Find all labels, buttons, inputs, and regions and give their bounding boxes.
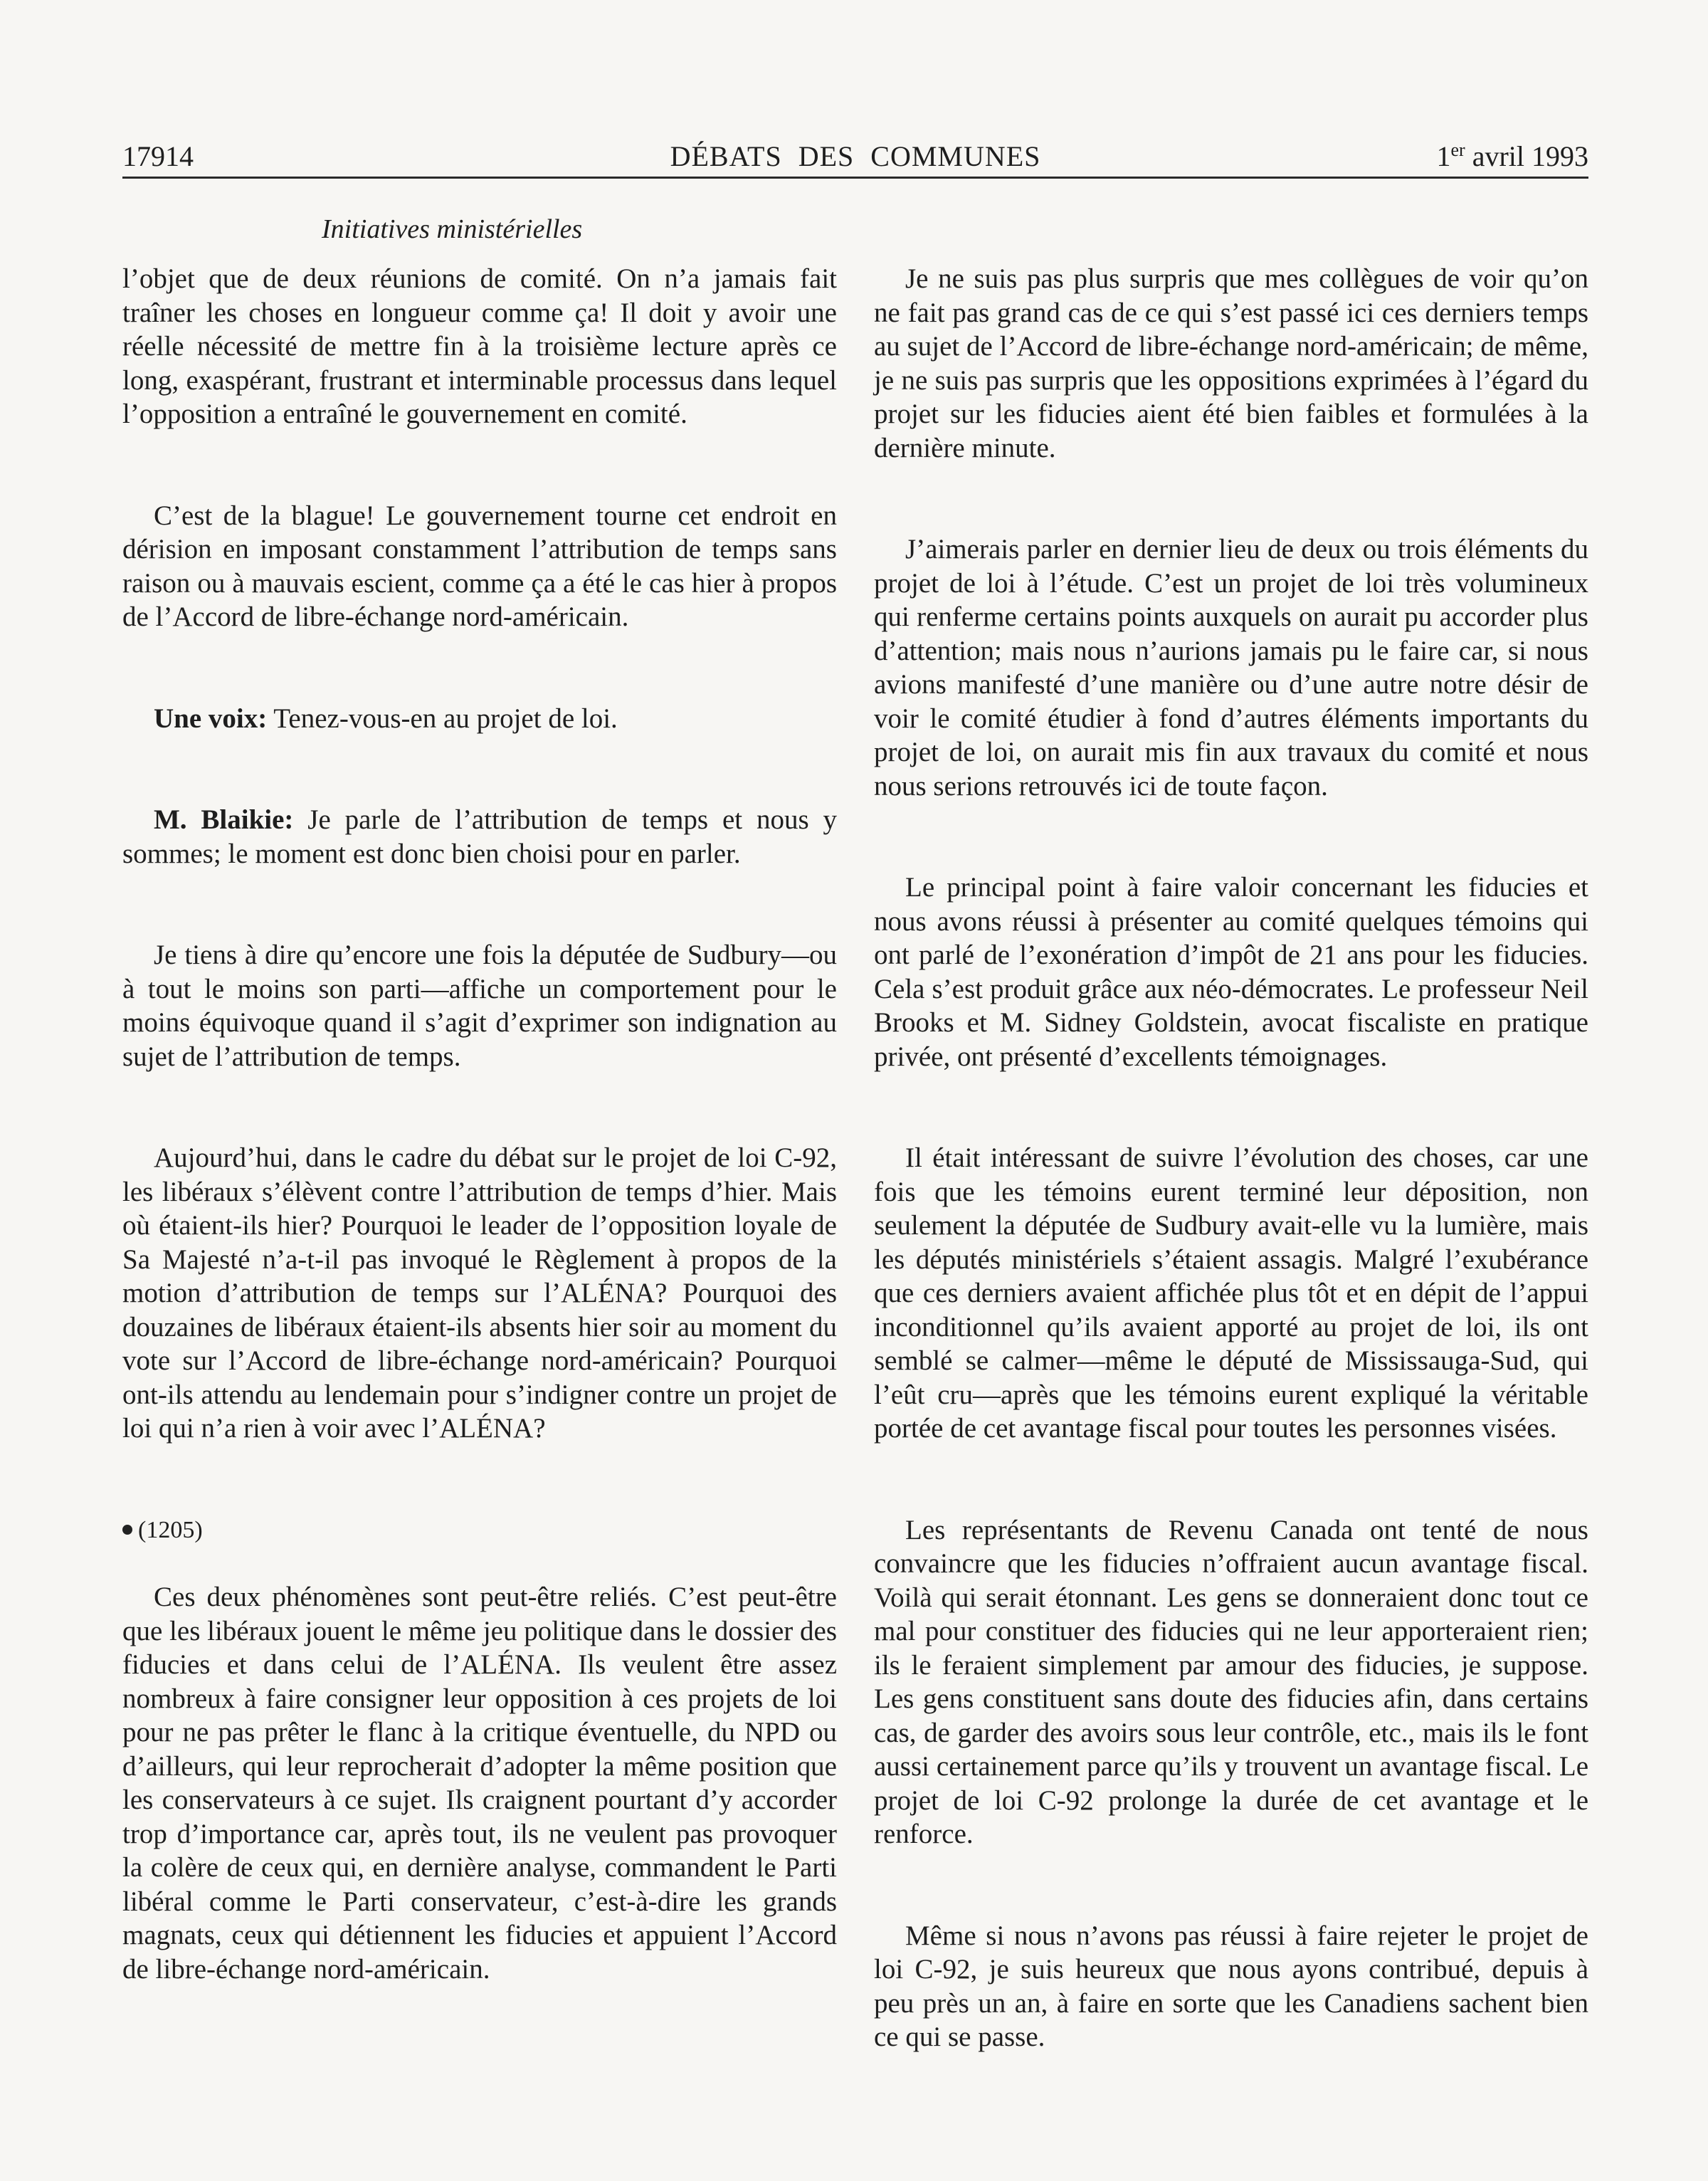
speaker-paragraph [122,803,837,871]
page-header [122,135,1588,178]
timestamp-marker [122,1513,837,1547]
date-rest: avril 1993 [1465,140,1588,172]
timestamp-text: (1205) [138,1516,203,1543]
left-paragraph-5: Je tiens à dire qu’encore une fois la députée de Sudbury—ou à tout le moins son parti—affiche un comportement pour le moins équivoque quand il s’agit d’exprimer son indignation au sujet de l’attribution de temps. [122,940,837,1072]
date-day: 1 [1436,140,1451,172]
speaker-label: Une voix: [154,703,268,734]
page-number: 17914 [122,140,194,172]
section-title: Initiatives ministérielles [322,214,583,244]
left-paragraph-6: Aujourd’hui, dans le cadre du débat sur le projet de loi C-92, les libéraux s’élèvent contre l’attribution de temps d’hier. Mais où étaient-ils hier? Pourquoi le leader de l’opposition loyale de Sa Majesté n’a-t-il pas invoqué le Règlement à propos de la motion d’attribution de temps sur l’ALÉNA? Pourquoi des douzaines de libéraux étaient-ils absents hier soir au moment du vote sur l’Accord de libre-échange nord-américain? Pourquoi ont-ils attendu au lendemain pour s’indigner contre un projet de loi qui n’a rien à voir avec l’ALÉNA? [122,1142,837,1444]
right-paragraph-6: Même si nous n’avons pas réussi à faire rejeter le projet de loi C-92, je suis heureux que nous ayons contribué, depuis à peu près un an, à faire en sorte que les Canadiens sachent bien ce qui se passe. [874,1920,1588,2052]
right-paragraph-3: Le principal point à faire valoir concernant les fiducies et nous avons réussi à présenter au comité quelques témoins qui ont parlé de l’exonération d’impôt de 21 ans pour les fiducies. Cela s’est produit grâce aux néo-démocrates. Le professeur Neil Brooks et M. Sidney Goldstein, avocat fiscaliste en pratique privée, ont présenté d’excellents témoignages. [874,872,1588,1072]
speech-text: Je parle de l’attribution de temps et nous y sommes; le moment est donc bien choisi pour en parler. [122,804,837,869]
speaker-label: M. Blaikie: [154,804,294,835]
interjection-paragraph [122,702,837,736]
left-paragraph-1: l’objet que de deux réunions de comité. On n’a jamais fait traîner les choses en longueur comme ça! Il doit y avoir une réelle nécessité de mettre fin à la troisième lecture après ce long, exaspérant, frustrant et interminable processus dans lequel l’opposition a entraîné le gouvernement en comité. [122,263,837,429]
right-paragraph-1: Je ne suis pas plus surpris que mes collègues de voir qu’on ne fait pas grand cas de ce qui s’est passé ici ces derniers temps au sujet de l’Accord de libre-échange nord-américain; de même, je ne suis pas surpris que les oppositions exprimées à l’égard du projet sur les fiducies aient été bien faibles et formulées à la dernière minute. [874,263,1588,463]
left-column [122,262,837,2054]
speech-text: Tenez-vous-en au projet de loi. [267,703,618,734]
right-paragraph-4: Il était intéressant de suivre l’évolution des choses, car une fois que les témoins eurent terminé leur déposition, non seulement la députée de Sudbury avait-elle vu la lumière, mais les députés ministériels s’étaient assagis. Malgré l’exubérance que ces derniers avaient affichée plus tôt et en dépit de l’appui inconditionnel qu’ils avaient apporté au projet de loi, ils ont semblé se calmer—même le député de Mississauga-Sud, qui l’eût cru—après que les témoins eurent expliqué la véritable portée de cet avantage fiscal pour toutes les personnes visées. [874,1142,1588,1444]
right-column [874,262,1588,2122]
left-paragraph-7: Ces deux phénomènes sont peut-être reliés. C’est peut-être que les libéraux jouent le même jeu politique dans le dossier des fiducies et dans celui de l’ALÉNA. Ils veulent être assez nombreux à faire consigner leur opposition à ces projets de loi pour ne pas prêter le flanc à la critique éventuelle, du NPD ou d’ailleurs, qui leur reprocherait d’adopter la même position que les conservateurs à ce sujet. Ils craignent pourtant d’y accorder trop d’importance car, après tout, ils ne veulent pas provoquer la colère de ceux qui, en dernière analyse, commandent le Parti libéral comme le Parti conservateur, c’est-à-dire les grands magnats, ceux qui détiennent les fiducies et appuient l’Accord de libre-échange nord-américain. [122,1582,837,1985]
header-rule [122,177,1588,179]
date-superscript: er [1450,140,1465,160]
right-paragraph-2: J’aimerais parler en dernier lieu de deux ou trois éléments du projet de loi à l’étude. C’est un projet de loi très volumineux qui renferme certains points auxquels on aurait pu accorder plus d’attention; mais nous n’aurions jamais pu le faire car, si nous avions manifesté d’une manière ou d’une autre notre désir de voir le comité étudier à fond d’autres éléments importants du projet de loi, on aurait mis fin aux travaux du comité et nous nous serions retrouvés ici de toute façon. [874,534,1588,802]
issue-date [1436,140,1588,173]
journal-title: DÉBATS DES COMMUNES [670,140,1041,172]
bullet-icon [122,1525,132,1535]
left-paragraph-2: C’est de la blague! Le gouvernement tourne cet endroit en dérision en imposant constamment l’attribution de temps sans raison ou à mauvais escient, comme ça a été le cas hier à propos de l’Accord de libre-échange nord-américain. [122,500,837,632]
right-paragraph-5: Les représentants de Revenu Canada ont tenté de nous convaincre que les fiducies n’offraient aucun avantage fiscal. Voilà qui serait étonnant. Les gens se donneraient donc tout ce mal pour constituer des fiducies qui ne leur apporteraient rien; ils le feraient simplement par amour des fiducies, je suppose. Les gens constituent sans doute des fiducies afin, dans certains cas, de garder des avoirs sous leur contrôle, etc., mais ils le font aussi certainement parce qu’ils y trouvent un avantage fiscal. Le projet de loi C-92 prolonge la durée de cet avantage et le renforce. [874,1514,1588,1849]
